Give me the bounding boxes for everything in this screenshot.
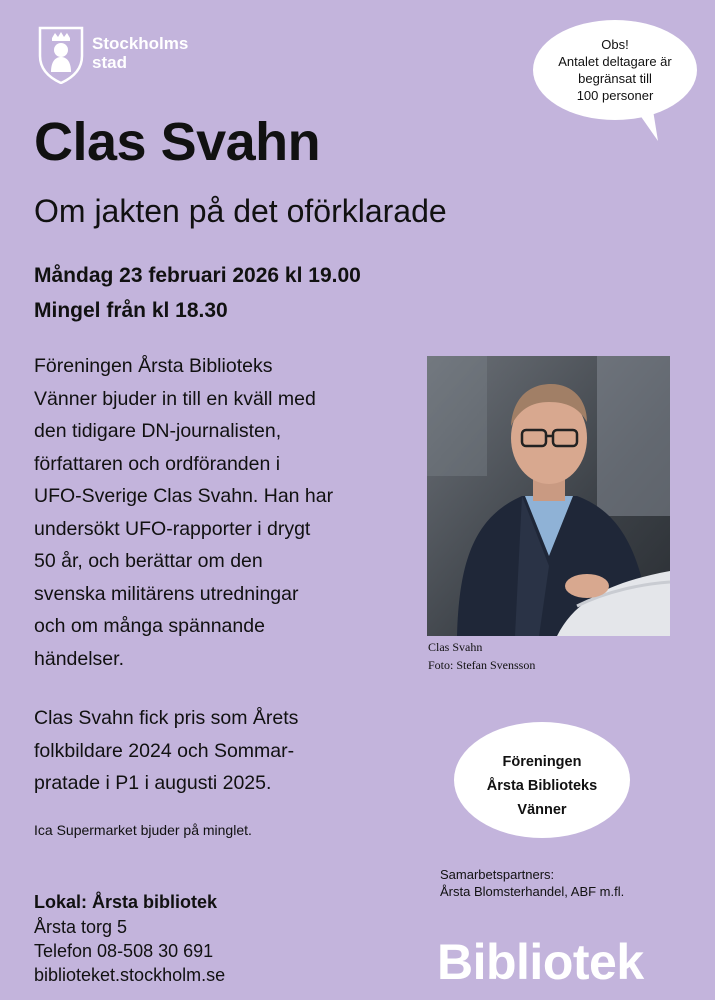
description-line: svenska militärens utredningar [34,582,299,605]
organizer-line1: Föreningen [502,754,582,770]
description-line: författaren och ordföranden i [34,452,281,475]
organizer-line3: Vänner [517,802,567,818]
speaker-photo [427,356,670,636]
stockholm-crest-icon [38,26,84,84]
description-line: UFO-Sverige Clas Svahn. Han har [34,485,334,507]
stockholm-logo [38,26,218,86]
venue-label: Lokal: Årsta bibliotek [34,892,218,912]
award-text [34,702,404,800]
description-line: den tidigare DN-journalisten, [34,420,282,442]
venue-website[interactable]: biblioteket.stockholm.se [34,965,226,985]
venue-address: Årsta torg 5 [34,917,128,937]
description-line: och om många spännande [34,615,265,637]
photo-caption: Clas Svahn [428,640,483,654]
event-title: Clas Svahn [34,112,321,172]
notice-line4: 100 personer [576,88,654,103]
bibliotek-logo: Bibliotek [437,934,644,990]
description [34,350,404,675]
description-line: Vänner bjuder in till en kväll med [34,387,316,410]
award-line: Clas Svahn fick pris som Årets [34,707,299,729]
partners-names: Årsta Blomsterhandel, ABF m.fl. [440,884,625,899]
photo-credit: Foto: Stefan Svensson [428,658,536,672]
event-subtitle: Om jakten på det oförklarade [34,193,447,229]
notice-line3: begränsat till [578,71,652,86]
event-date: Måndag 23 februari 2026 kl 19.00 [34,264,361,287]
logo-line2: stad [92,53,127,72]
logo-line1: Stockholms [92,34,189,53]
description-line: 50 år, och berättar om den [34,550,263,572]
description-line: Föreningen Årsta Biblioteks [34,355,273,377]
description-line: händelser. [34,647,124,670]
award-line: pratade i P1 i augusti 2025. [34,772,272,794]
notice-line1: Obs! [601,37,629,52]
partners-label: Samarbetspartners: [440,867,555,882]
description-line: undersökt UFO-rapporter i drygt [34,517,311,540]
award-line: folkbildare 2024 och Sommar- [34,739,295,762]
event-mingle: Mingel från kl 18.30 [34,299,228,322]
sponsor-text: Ica Supermarket bjuder på minglet. [34,822,252,838]
notice-bubble [530,18,700,143]
organizer-badge [454,722,630,838]
organizer-line2: Årsta Biblioteks [486,778,598,794]
venue-phone: Telefon 08-508 30 691 [34,941,214,961]
notice-line2: Antalet deltagare är [558,54,672,69]
